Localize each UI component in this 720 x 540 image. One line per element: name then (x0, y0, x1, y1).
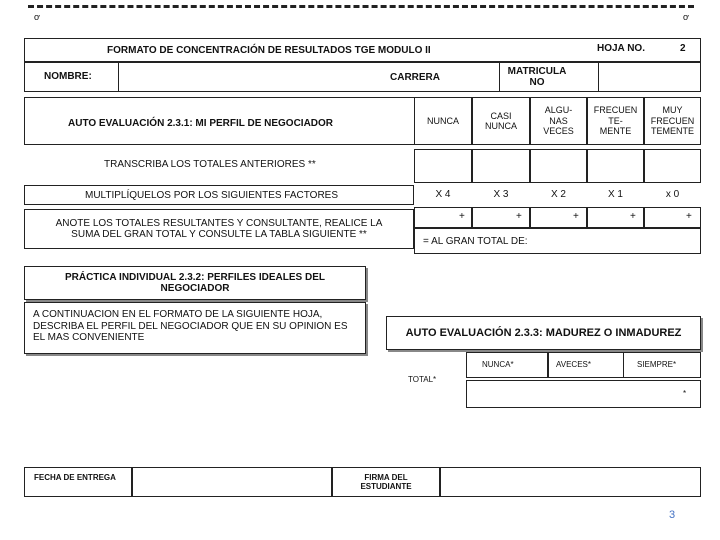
nunca-label: NUNCA* (482, 360, 514, 369)
autoeval-title: AUTO EVALUACIÓN 2.3.1: MI PERFIL DE NEGOCIADOR (68, 118, 334, 129)
multiply-instruction (24, 185, 414, 205)
plus-sign: + (686, 211, 692, 222)
madurez-title (386, 316, 701, 350)
form-title-text: FORMATO DE CONCENTRACIÓN DE RESULTADOS TGE MODULO II (107, 44, 431, 56)
top-dashed-rule (28, 5, 694, 8)
factor-casi-nunca: X 3 (493, 188, 509, 200)
practica-title (24, 266, 366, 300)
total-mark: * (683, 389, 687, 398)
firma-label (332, 467, 440, 497)
column-nunca: NUNCA (414, 97, 472, 145)
practica-instructions-text: A CONTINUACION EN EL FORMATO DE LA SIGUIENTE HOJA, DESCRIBA EL PERFIL DEL NEGOCIADOR QUE EN SU OPINION ES EL MAS CONVENIENTE (33, 309, 348, 343)
right-corner-mark: ơ (683, 12, 689, 22)
factor-algunas-veces: X 2 (550, 188, 566, 200)
column-algunas-veces: ALGU-NAS VECES (530, 97, 587, 145)
hoja-label: HOJA NO. (597, 43, 645, 54)
factor-nunca: X 4 (435, 188, 451, 200)
plus-sign: + (573, 211, 579, 222)
nombre-label: NOMBRE: (44, 71, 92, 82)
column-frecuentemente: FRECUEN TE-MENTE (587, 97, 644, 145)
gran-total-field[interactable] (414, 228, 701, 254)
aveces-label: AVECES* (556, 360, 591, 369)
gran-total-label: = AL GRAN TOTAL DE: (423, 235, 528, 247)
madurez-title-text: AUTO EVALUACIÓN 2.3.3: MADUREZ O INMADUREZ (405, 327, 682, 339)
column-muy-frecuentemente: MUY FRECUEN TEMENTE (644, 97, 701, 145)
total-cell-muy-frecuentemente[interactable] (644, 149, 701, 183)
column-casi-nunca: CASI NUNCA (472, 97, 530, 145)
plus-sign: + (516, 211, 522, 222)
fecha-label: FECHA DE ENTREGA (34, 473, 116, 482)
total-cell-algunas-veces[interactable] (530, 149, 587, 183)
practica-title-text: PRÁCTICA INDIVIDUAL 2.3.2: PERFILES IDEALES DEL NEGOCIADOR (64, 271, 326, 294)
nombre-field[interactable] (118, 62, 500, 92)
matricula-label: MATRICULA NO (507, 65, 567, 88)
anote-instruction (24, 209, 414, 249)
transcribe-instruction: TRANSCRIBA LOS TOTALES ANTERIORES ** (104, 159, 316, 170)
plus-sign: + (459, 211, 465, 222)
fecha-label-cell (24, 467, 132, 497)
madurez-total-field[interactable] (466, 380, 701, 408)
firma-field[interactable] (440, 467, 701, 497)
total-cell-frecuentemente[interactable] (587, 149, 644, 183)
multiply-instruction-text: MULTIPLÍQUELOS POR LOS SIGUIENTES FACTORES (85, 189, 339, 201)
result-cell-muy-frecuentemente[interactable] (644, 207, 701, 228)
factor-muy-frecuentemente: x 0 (665, 188, 680, 200)
hoja-value: 2 (680, 43, 686, 54)
matricula-field[interactable] (598, 62, 701, 92)
factor-frecuentemente: X 1 (607, 188, 623, 200)
carrera-label: CARRERA (390, 72, 440, 83)
practica-instructions (24, 302, 366, 354)
siempre-label: SIEMPRE* (637, 360, 677, 369)
firma-label-text: FIRMA DEL ESTUDIANTE (360, 472, 412, 491)
total-cell-nunca[interactable] (414, 149, 472, 183)
total-label: TOTAL* (408, 375, 437, 384)
left-corner-mark: ơ (34, 12, 40, 22)
fecha-field[interactable] (132, 467, 332, 497)
total-cell-casi-nunca[interactable] (472, 149, 530, 183)
anote-instruction-text: ANOTE LOS TOTALES RESULTANTES Y CONSULTANTE, REALICE LA SUMA DEL GRAN TOTAL Y CONSULTE LA TABLA SIGUIENTE ** (55, 217, 383, 240)
page-number: 3 (669, 509, 676, 521)
plus-sign: + (630, 211, 636, 222)
